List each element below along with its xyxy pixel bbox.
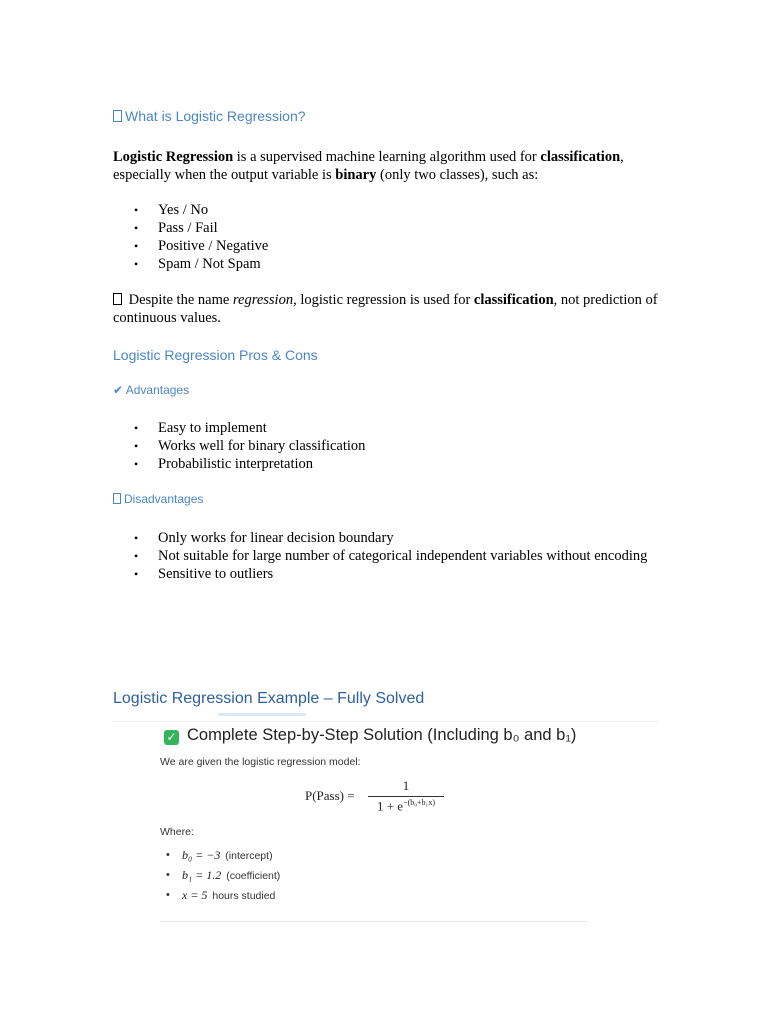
parameter-list bbox=[160, 846, 280, 906]
list-item: • b₁ = 1.2 (coefficient) bbox=[160, 866, 280, 886]
list-item: • Pass / Fail bbox=[113, 219, 658, 237]
formula-lhs: P(Pass) = bbox=[305, 788, 355, 803]
list-item: • Yes / No bbox=[113, 201, 658, 219]
heading-disadvantages: Disadvantages bbox=[113, 492, 203, 506]
heading-advantages: ✔ Advantages bbox=[113, 383, 190, 397]
list-item: • Spam / Not Spam bbox=[113, 255, 658, 273]
list-item: • x = 5 hours studied bbox=[160, 886, 280, 906]
formula-numerator: 1 bbox=[402, 778, 410, 793]
missing-glyph-icon bbox=[113, 293, 122, 305]
missing-glyph-icon bbox=[113, 493, 121, 504]
formula-fraction bbox=[368, 778, 444, 814]
check-icon: ✓ bbox=[164, 730, 179, 745]
heading-underline bbox=[218, 713, 306, 716]
list-item: • Positive / Negative bbox=[113, 237, 658, 255]
heading-example: Logistic Regression Example – Fully Solved bbox=[113, 690, 425, 707]
disadvantages-list bbox=[113, 529, 658, 583]
advantages-list bbox=[113, 419, 658, 473]
binary-examples-list bbox=[113, 201, 658, 273]
list-item: • Sensitive to outliers bbox=[113, 565, 658, 583]
list-item: • Works well for binary classification bbox=[113, 437, 658, 455]
list-item: • Easy to implement bbox=[113, 419, 658, 437]
list-item: • Not suitable for large number of categorical independent variables without encoding bbox=[113, 547, 658, 565]
fraction-bar bbox=[368, 796, 444, 797]
divider bbox=[160, 921, 588, 922]
note-paragraph: Despite the name regression, logistic regression is used for classification, not prediction of continuous values. bbox=[113, 292, 658, 326]
formula-denominator: $1 + e^{-(b_0+b_1x)}$ bbox=[376, 798, 436, 814]
given-text: We are given the logistic regression model: bbox=[160, 756, 361, 768]
missing-glyph-icon bbox=[113, 110, 122, 122]
intro-paragraph: Logistic Regression is a supervised machine learning algorithm used for classification, especially when the output variable is binary (only two classes), such as: bbox=[113, 149, 624, 183]
heading-pros-cons: Logistic Regression Pros & Cons bbox=[113, 347, 318, 363]
divider bbox=[113, 721, 658, 722]
list-item: • b₀ = −3 (intercept) bbox=[160, 846, 280, 866]
where-label: Where: bbox=[160, 826, 194, 838]
list-item: • Only works for linear decision boundary bbox=[113, 529, 658, 547]
solution-title: Complete Step-by-Step Solution (Including b₀ and b₁) bbox=[187, 726, 577, 744]
heading-what-is: What is Logistic Regression? bbox=[113, 108, 306, 124]
list-item: • Probabilistic interpretation bbox=[113, 455, 658, 473]
